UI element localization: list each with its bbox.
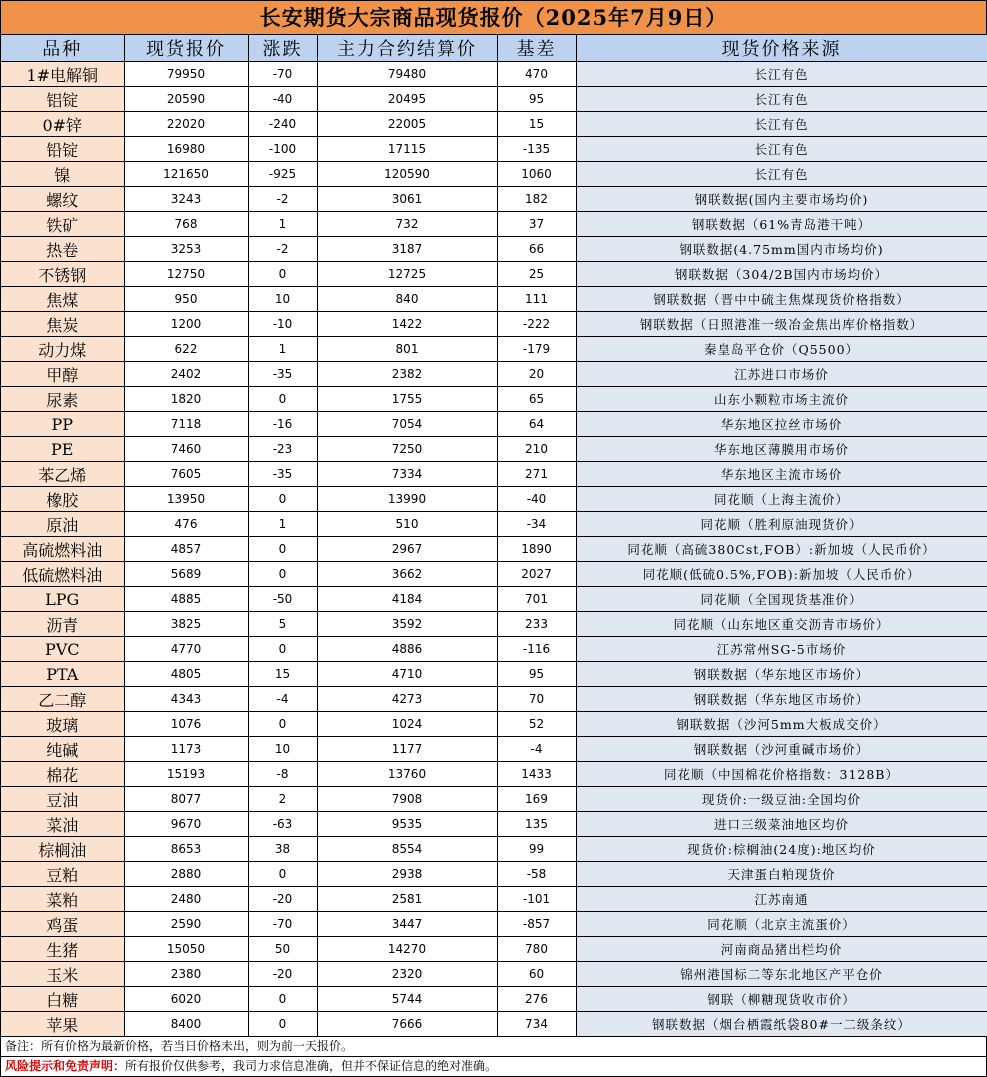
cell-source: 天津蛋白粕现货价 [576, 862, 987, 887]
cell-settlement: 120590 [317, 162, 497, 187]
cell-variety: 焦炭 [1, 312, 124, 337]
cell-change: 10 [248, 287, 317, 312]
cell-spot-price: 13950 [124, 487, 248, 512]
cell-variety: 镍 [1, 162, 124, 187]
cell-spot-price: 5689 [124, 562, 248, 587]
cell-variety: 1#电解铜 [1, 62, 124, 87]
cell-change: 0 [248, 537, 317, 562]
cell-source: 同花顺(低硫0.5%,FOB):新加坡（人民币价） [576, 562, 987, 587]
cell-settlement: 1024 [317, 712, 497, 737]
cell-settlement: 22005 [317, 112, 497, 137]
footnote: 备注：所有价格为最新价格，若当日价格未出，则为前一天报价。 [1, 1037, 987, 1057]
cell-variety: 玉米 [1, 962, 124, 987]
cell-basis: -58 [497, 862, 576, 887]
header-row [1, 35, 987, 62]
cell-change: 0 [248, 387, 317, 412]
cell-change: 1 [248, 337, 317, 362]
table-row [1, 412, 987, 437]
cell-source: 同花顺（胜利原油现货价） [576, 512, 987, 537]
cell-variety: LPG [1, 587, 124, 612]
table-row [1, 187, 987, 212]
table-row [1, 162, 987, 187]
cell-source: 现货价:棕榈油(24度):地区均价 [576, 837, 987, 862]
cell-settlement: 79480 [317, 62, 497, 87]
table-row [1, 137, 987, 162]
cell-change: -20 [248, 962, 317, 987]
cell-change: -40 [248, 87, 317, 112]
price-table [1, 35, 987, 1037]
cell-variety: 高硫燃料油 [1, 537, 124, 562]
cell-basis: 20 [497, 362, 576, 387]
cell-source: 钢联数据（华东地区市场价） [576, 687, 987, 712]
cell-variety: 玻璃 [1, 712, 124, 737]
disclaimer-text: 所有报价仅供参考，我司力求信息准确，但并不保证信息的绝对准确。 [125, 1059, 498, 1073]
table-row [1, 812, 987, 837]
table-row [1, 387, 987, 412]
cell-variety: PTA [1, 662, 124, 687]
cell-source: 长江有色 [576, 112, 987, 137]
table-row [1, 587, 987, 612]
cell-change: -2 [248, 237, 317, 262]
table-row [1, 937, 987, 962]
table-row [1, 512, 987, 537]
cell-spot-price: 4805 [124, 662, 248, 687]
cell-variety: 不锈钢 [1, 262, 124, 287]
table-row [1, 112, 987, 137]
header-spot-price: 现货报价 [124, 35, 248, 62]
cell-settlement: 9535 [317, 812, 497, 837]
cell-spot-price: 4770 [124, 637, 248, 662]
cell-variety: 铁矿 [1, 212, 124, 237]
cell-spot-price: 7460 [124, 437, 248, 462]
cell-variety: 动力煤 [1, 337, 124, 362]
cell-source: 同花顺（山东地区重交沥青市场价） [576, 612, 987, 637]
cell-variety: 苹果 [1, 1012, 124, 1037]
cell-settlement: 17115 [317, 137, 497, 162]
cell-source: 长江有色 [576, 62, 987, 87]
table-row [1, 712, 987, 737]
cell-change: -20 [248, 887, 317, 912]
cell-spot-price: 121650 [124, 162, 248, 187]
cell-basis: 182 [497, 187, 576, 212]
cell-change: -925 [248, 162, 317, 187]
cell-change: -4 [248, 687, 317, 712]
cell-variety: 豆油 [1, 787, 124, 812]
cell-basis: -4 [497, 737, 576, 762]
cell-basis: 135 [497, 812, 576, 837]
cell-basis: 66 [497, 237, 576, 262]
cell-variety: 白糖 [1, 987, 124, 1012]
cell-spot-price: 8077 [124, 787, 248, 812]
cell-basis: -135 [497, 137, 576, 162]
cell-change: -23 [248, 437, 317, 462]
cell-spot-price: 476 [124, 512, 248, 537]
cell-change: -16 [248, 412, 317, 437]
cell-basis: -179 [497, 337, 576, 362]
header-change: 涨跌 [248, 35, 317, 62]
cell-spot-price: 1076 [124, 712, 248, 737]
cell-variety: 乙二醇 [1, 687, 124, 712]
cell-settlement: 510 [317, 512, 497, 537]
table-row [1, 487, 987, 512]
cell-spot-price: 3825 [124, 612, 248, 637]
cell-source: 江苏常州SG-5市场价 [576, 637, 987, 662]
cell-settlement: 7908 [317, 787, 497, 812]
cell-settlement: 3187 [317, 237, 497, 262]
cell-spot-price: 4343 [124, 687, 248, 712]
cell-settlement: 5744 [317, 987, 497, 1012]
cell-variety: 鸡蛋 [1, 912, 124, 937]
cell-change: 0 [248, 487, 317, 512]
cell-change: 0 [248, 562, 317, 587]
cell-change: 1 [248, 512, 317, 537]
cell-settlement: 1755 [317, 387, 497, 412]
cell-change: 0 [248, 1012, 317, 1037]
cell-basis: 111 [497, 287, 576, 312]
cell-spot-price: 79950 [124, 62, 248, 87]
cell-change: -8 [248, 762, 317, 787]
header-basis: 基差 [497, 35, 576, 62]
cell-settlement: 4886 [317, 637, 497, 662]
cell-variety: 棉花 [1, 762, 124, 787]
cell-basis: 15 [497, 112, 576, 137]
table-row [1, 62, 987, 87]
table-row [1, 362, 987, 387]
cell-settlement: 8554 [317, 837, 497, 862]
cell-variety: 菜粕 [1, 887, 124, 912]
cell-basis: 276 [497, 987, 576, 1012]
cell-source: 同花顺（全国现货基准价） [576, 587, 987, 612]
cell-variety: 铝锭 [1, 87, 124, 112]
cell-variety: 棕榈油 [1, 837, 124, 862]
cell-variety: 热卷 [1, 237, 124, 262]
table-row [1, 862, 987, 887]
cell-source: 华东地区主流市场价 [576, 462, 987, 487]
cell-source: 钢联数据（晋中中硫主焦煤现货价格指数） [576, 287, 987, 312]
cell-basis: 25 [497, 262, 576, 287]
cell-source: 钢联数据（沙河重碱市场价） [576, 737, 987, 762]
cell-source: 钢联数据（沙河5mm大板成交价） [576, 712, 987, 737]
cell-settlement: 801 [317, 337, 497, 362]
cell-spot-price: 768 [124, 212, 248, 237]
cell-spot-price: 6020 [124, 987, 248, 1012]
cell-settlement: 2581 [317, 887, 497, 912]
cell-change: -2 [248, 187, 317, 212]
cell-settlement: 2320 [317, 962, 497, 987]
cell-settlement: 3061 [317, 187, 497, 212]
cell-settlement: 13760 [317, 762, 497, 787]
table-row [1, 87, 987, 112]
cell-spot-price: 8400 [124, 1012, 248, 1037]
cell-variety: 纯碱 [1, 737, 124, 762]
cell-variety: 甲醇 [1, 362, 124, 387]
cell-source: 秦皇岛平仓价（Q5500） [576, 337, 987, 362]
cell-spot-price: 2880 [124, 862, 248, 887]
table-row [1, 287, 987, 312]
table-row [1, 912, 987, 937]
disclaimer-label: 风险提示和免责声明： [5, 1059, 126, 1073]
cell-settlement: 12725 [317, 262, 497, 287]
cell-basis: 65 [497, 387, 576, 412]
cell-source: 长江有色 [576, 137, 987, 162]
cell-spot-price: 950 [124, 287, 248, 312]
table-row [1, 437, 987, 462]
cell-source: 进口三级菜油地区均价 [576, 812, 987, 837]
cell-spot-price: 2402 [124, 362, 248, 387]
cell-settlement: 3592 [317, 612, 497, 637]
cell-basis: 99 [497, 837, 576, 862]
cell-basis: 60 [497, 962, 576, 987]
header-variety: 品种 [1, 35, 124, 62]
cell-variety: 尿素 [1, 387, 124, 412]
table-row [1, 312, 987, 337]
cell-spot-price: 12750 [124, 262, 248, 287]
cell-spot-price: 9670 [124, 812, 248, 837]
cell-variety: 铅锭 [1, 137, 124, 162]
cell-source: 现货价:一级豆油:全国均价 [576, 787, 987, 812]
cell-spot-price: 7118 [124, 412, 248, 437]
cell-settlement: 2938 [317, 862, 497, 887]
cell-source: 钢联数据（日照港准一级冶金焦出库价格指数） [576, 312, 987, 337]
cell-change: 15 [248, 662, 317, 687]
table-row [1, 662, 987, 687]
cell-basis: 701 [497, 587, 576, 612]
table-row [1, 1012, 987, 1037]
cell-change: 1 [248, 212, 317, 237]
cell-settlement: 4710 [317, 662, 497, 687]
cell-settlement: 20495 [317, 87, 497, 112]
cell-change: 2 [248, 787, 317, 812]
cell-source: 钢联数据(4.75mm国内市场均价) [576, 237, 987, 262]
table-row [1, 237, 987, 262]
cell-basis: 1060 [497, 162, 576, 187]
cell-change: -10 [248, 312, 317, 337]
cell-settlement: 13990 [317, 487, 497, 512]
cell-basis: 470 [497, 62, 576, 87]
disclaimer [1, 1057, 987, 1077]
cell-change: 0 [248, 637, 317, 662]
cell-source: 江苏南通 [576, 887, 987, 912]
cell-basis: -40 [497, 487, 576, 512]
cell-spot-price: 15050 [124, 937, 248, 962]
cell-change: -50 [248, 587, 317, 612]
cell-source: 同花顺（北京主流蛋价） [576, 912, 987, 937]
cell-change: 5 [248, 612, 317, 637]
table-row [1, 837, 987, 862]
cell-spot-price: 2380 [124, 962, 248, 987]
cell-change: -35 [248, 362, 317, 387]
cell-settlement: 3447 [317, 912, 497, 937]
cell-variety: PE [1, 437, 124, 462]
cell-source: 华东地区薄膜用市场价 [576, 437, 987, 462]
cell-source: 长江有色 [576, 162, 987, 187]
cell-variety: 豆粕 [1, 862, 124, 887]
table-row [1, 987, 987, 1012]
table-row [1, 787, 987, 812]
cell-source: 钢联数据(国内主要市场均价) [576, 187, 987, 212]
cell-variety: 螺纹 [1, 187, 124, 212]
cell-settlement: 7054 [317, 412, 497, 437]
cell-basis: 271 [497, 462, 576, 487]
cell-variety: 原油 [1, 512, 124, 537]
cell-source: 钢联数据（304/2B国内市场均价） [576, 262, 987, 287]
cell-settlement: 2967 [317, 537, 497, 562]
cell-variety: 生猪 [1, 937, 124, 962]
cell-variety: PVC [1, 637, 124, 662]
table-row [1, 962, 987, 987]
table-row [1, 612, 987, 637]
cell-source: 钢联（柳糖现货收市价） [576, 987, 987, 1012]
cell-basis: 169 [497, 787, 576, 812]
cell-spot-price: 1820 [124, 387, 248, 412]
cell-basis: 95 [497, 87, 576, 112]
cell-settlement: 3662 [317, 562, 497, 587]
cell-change: -70 [248, 912, 317, 937]
cell-change: 50 [248, 937, 317, 962]
cell-settlement: 840 [317, 287, 497, 312]
cell-change: 10 [248, 737, 317, 762]
cell-settlement: 2382 [317, 362, 497, 387]
cell-source: 钢联数据（61%青岛港干吨） [576, 212, 987, 237]
cell-change: -70 [248, 62, 317, 87]
cell-variety: 0#锌 [1, 112, 124, 137]
header-settlement: 主力合约结算价 [317, 35, 497, 62]
cell-spot-price: 1173 [124, 737, 248, 762]
cell-basis: 233 [497, 612, 576, 637]
cell-change: 0 [248, 862, 317, 887]
cell-spot-price: 3243 [124, 187, 248, 212]
cell-variety: 焦煤 [1, 287, 124, 312]
cell-source: 钢联数据（华东地区市场价） [576, 662, 987, 687]
cell-source: 长江有色 [576, 87, 987, 112]
table-row [1, 687, 987, 712]
cell-basis: 52 [497, 712, 576, 737]
cell-settlement: 7666 [317, 1012, 497, 1037]
cell-basis: 95 [497, 662, 576, 687]
table-row [1, 537, 987, 562]
table-row [1, 462, 987, 487]
cell-spot-price: 3253 [124, 237, 248, 262]
cell-source: 锦州港国标二等东北地区产平仓价 [576, 962, 987, 987]
cell-spot-price: 4885 [124, 587, 248, 612]
cell-basis: 1433 [497, 762, 576, 787]
cell-basis: 64 [497, 412, 576, 437]
cell-change: -63 [248, 812, 317, 837]
cell-spot-price: 7605 [124, 462, 248, 487]
cell-basis: -222 [497, 312, 576, 337]
table-row [1, 262, 987, 287]
cell-basis: -116 [497, 637, 576, 662]
cell-settlement: 732 [317, 212, 497, 237]
table-row [1, 212, 987, 237]
cell-settlement: 4273 [317, 687, 497, 712]
cell-change: -35 [248, 462, 317, 487]
cell-spot-price: 4857 [124, 537, 248, 562]
sheet-title: 长安期货大宗商品现货报价（2025年7月9日） [1, 1, 987, 35]
header-source: 现货价格来源 [576, 35, 987, 62]
cell-source: 同花顺（中国棉花价格指数：3128B） [576, 762, 987, 787]
cell-source: 河南商品猪出栏均价 [576, 937, 987, 962]
table-row [1, 737, 987, 762]
cell-basis: -34 [497, 512, 576, 537]
cell-source: 山东小颗粒市场主流价 [576, 387, 987, 412]
cell-change: 38 [248, 837, 317, 862]
cell-spot-price: 2480 [124, 887, 248, 912]
cell-settlement: 4184 [317, 587, 497, 612]
cell-variety: 低硫燃料油 [1, 562, 124, 587]
cell-change: 0 [248, 987, 317, 1012]
cell-spot-price: 1200 [124, 312, 248, 337]
cell-basis: 734 [497, 1012, 576, 1037]
cell-variety: 菜油 [1, 812, 124, 837]
cell-spot-price: 8653 [124, 837, 248, 862]
cell-change: -240 [248, 112, 317, 137]
cell-variety: 橡胶 [1, 487, 124, 512]
table-row [1, 637, 987, 662]
cell-variety: PP [1, 412, 124, 437]
cell-basis: 1890 [497, 537, 576, 562]
table-row [1, 887, 987, 912]
cell-source: 同花顺（高硫380Cst,FOB）:新加坡（人民币价） [576, 537, 987, 562]
cell-settlement: 14270 [317, 937, 497, 962]
cell-change: -100 [248, 137, 317, 162]
cell-settlement: 1422 [317, 312, 497, 337]
cell-settlement: 7250 [317, 437, 497, 462]
cell-spot-price: 15193 [124, 762, 248, 787]
cell-basis: 780 [497, 937, 576, 962]
cell-basis: -857 [497, 912, 576, 937]
cell-basis: -101 [497, 887, 576, 912]
cell-settlement: 7334 [317, 462, 497, 487]
table-row [1, 762, 987, 787]
cell-variety: 苯乙烯 [1, 462, 124, 487]
cell-variety: 沥青 [1, 612, 124, 637]
cell-spot-price: 22020 [124, 112, 248, 137]
cell-spot-price: 16980 [124, 137, 248, 162]
cell-basis: 37 [497, 212, 576, 237]
cell-spot-price: 20590 [124, 87, 248, 112]
cell-source: 同花顺（上海主流价） [576, 487, 987, 512]
cell-change: 0 [248, 262, 317, 287]
table-row [1, 562, 987, 587]
table-row [1, 337, 987, 362]
cell-source: 江苏进口市场价 [576, 362, 987, 387]
cell-spot-price: 622 [124, 337, 248, 362]
cell-basis: 70 [497, 687, 576, 712]
cell-settlement: 1177 [317, 737, 497, 762]
cell-spot-price: 2590 [124, 912, 248, 937]
cell-basis: 210 [497, 437, 576, 462]
cell-source: 钢联数据（烟台栖霞纸袋80#一二级条纹） [576, 1012, 987, 1037]
cell-source: 华东地区拉丝市场价 [576, 412, 987, 437]
cell-change: 0 [248, 712, 317, 737]
cell-basis: 2027 [497, 562, 576, 587]
